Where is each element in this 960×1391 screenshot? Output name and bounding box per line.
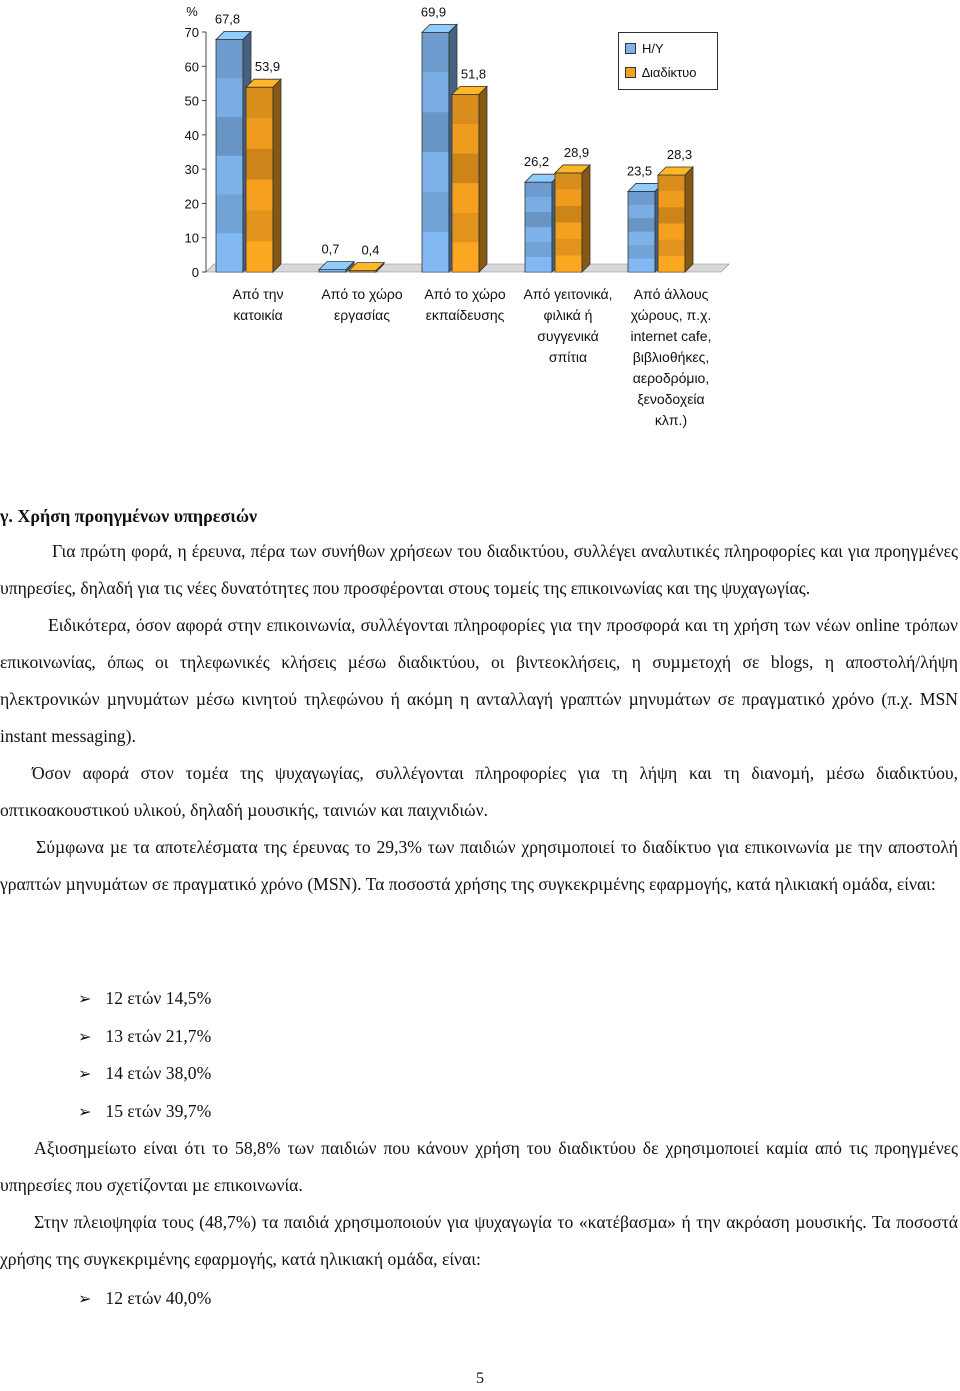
arrow-bullet-icon: ➢ (78, 1101, 92, 1121)
bar-stripe (423, 32, 449, 72)
arrow-bullet-icon: ➢ (78, 1064, 92, 1083)
arrow-bullet-icon: ➢ (78, 1289, 92, 1308)
paragraph: Στην πλειοψηφία τους (48,7%) τα παιδιά χρησιµοποιούν για ψυχαγωγία το «κατέβασµα» ή την ακρόαση µουσικής. Τα ποσοστά χρήσης της συγκεκριµένης εφαρµογής, κατά ηλικιακή οµάδα, είναι: (0, 1212, 958, 1269)
bar-stripe (423, 112, 449, 152)
y-tick-label: 70 (184, 25, 199, 40)
y-tick-label: 50 (184, 93, 199, 109)
bar-stripe (629, 205, 655, 218)
bar-stripe (217, 195, 243, 234)
bar-stripe (629, 218, 655, 231)
category-label: Από το χώρο εργασίας (321, 286, 403, 323)
bar-side (685, 167, 693, 272)
bar-stripe (217, 78, 243, 117)
bullet-item (78, 980, 211, 1018)
bar-stripe (556, 206, 582, 223)
bar-value-label: 67,8 (214, 11, 241, 27)
bar-side (479, 86, 487, 272)
y-tick-label: 20 (184, 196, 199, 212)
bar-stripe (217, 40, 243, 79)
bar-stripe (556, 239, 582, 256)
bar-stripe (659, 175, 685, 191)
category-label: Από την κατοικία (232, 286, 284, 323)
category-label: Από γειτονικά, φιλικά ή συγγενικά σπίτια (523, 286, 613, 365)
bar-stripe (453, 124, 479, 154)
bar (658, 167, 693, 272)
bar (452, 86, 487, 272)
legend-label-internet: ∆ιαδίκτυο (642, 65, 697, 80)
legend-item-internet (625, 65, 696, 80)
arrow-bullet-icon: ➢ (78, 1026, 92, 1046)
paragraph: Αξιοσηµείωτο είναι ότι το 58,8% των παιδιών που κάνουν χρήση του διαδικτύου δε χρησιµοποιεί καµία από τις προηγµένες υπηρεσίες που σχετίζονται µε επικοινωνία. (0, 1138, 958, 1195)
paragraph: Ειδικότερα, όσον αφορά στην επικοινωνία, συλλέγονται πληροφορίες για την προσφορά και τη χρήση των νέων online τρόπων επικοινωνίας, όπως οι τηλεφωνικές κλήσεις µέσω διαδικτύου, οι βιντεοκλήσεις, η συµµετοχή σε blogs, η αποστολή/λήψη ηλεκτρονικών µηνυµάτων µέσω κινητού τηλεφώνου ή ακόµη η ανταλλαγή γραπτών µηνυµάτων σε πραγµατικό χρόνο (π.χ. MSN instant messaging). (0, 615, 958, 746)
bar-value-label: 53,9 (254, 59, 281, 75)
bar-value-label: 28,9 (563, 144, 590, 160)
body-text-1 (0, 533, 958, 903)
page-number: 5 (476, 1370, 484, 1387)
bar-stripe (217, 156, 243, 195)
chart-legend (618, 32, 718, 90)
legend-swatch-internet (625, 67, 636, 78)
arrow-bullet-icon: ➢ (78, 989, 92, 1008)
body-text-2 (0, 1130, 958, 1278)
bar-stripe (247, 149, 273, 180)
bar-stripe (556, 189, 582, 206)
bullet-text: 15 ετών 39,7% (105, 1100, 212, 1121)
y-tick-label: 0 (191, 265, 199, 280)
bar-stripe (423, 72, 449, 112)
bar (555, 165, 590, 272)
bar-stripe (556, 173, 582, 190)
y-tick-label: 30 (184, 162, 199, 178)
bar-stripe (453, 242, 479, 272)
bar-side (273, 79, 281, 272)
bar-stripe (526, 212, 552, 227)
category-label: Από το χώρο εκπαίδευσης (424, 286, 506, 323)
bar-stripe (453, 94, 479, 124)
bar-stripe (629, 245, 655, 258)
legend-swatch-pc (625, 43, 636, 54)
bar-chart (180, 0, 740, 440)
bar-side (582, 165, 590, 272)
bar-stripe (556, 222, 582, 239)
bar-stripe (247, 241, 273, 272)
bar-stripe (423, 152, 449, 192)
bullet-text: 13 ετών 21,7% (105, 1025, 212, 1046)
bar-value-label: 23,5 (626, 163, 653, 179)
bar-stripe (453, 183, 479, 213)
paragraph: Όσον αφορά στον τοµέα της ψυχαγωγίας, συλλέγονται πληροφορίες για τη λήψη και τη διανοµή, µέσω διαδικτύου, οπτικοακουστικού υλικού, δηλαδή µουσικής, ταινιών και παιχνιδιών. (0, 763, 958, 820)
bar (246, 79, 281, 272)
bar-value-label: 69,9 (420, 4, 447, 20)
bullet-item (78, 1055, 211, 1093)
paragraph: Για πρώτη φορά, η έρευνα, πέρα των συνήθων χρήσεων του διαδικτύου, συλλέγει αναλυτικές πληροφορίες και για προηγµένες υπηρεσίες, δηλαδή για τις νέες δυνατότητες που προσφέρονται στους τοµείς της επικοινωνίας και της ψυχαγωγίας. (0, 541, 958, 598)
bar-stripe (526, 197, 552, 212)
y-unit-label: % (186, 4, 198, 19)
bar-stripe (247, 210, 273, 241)
bullet-item (78, 1018, 211, 1056)
bullet-list-2 (78, 1280, 211, 1318)
bullet-text: 14 ετών 38,0% (105, 1063, 212, 1083)
bar-value-label: 51,8 (460, 66, 487, 82)
bar-stripe (629, 259, 655, 272)
bar-value-label: 26,2 (523, 154, 550, 170)
y-tick-label: 10 (184, 230, 199, 246)
bullet-item (78, 1280, 211, 1318)
bar-stripe (526, 257, 552, 272)
bar-stripe (629, 232, 655, 245)
bar-stripe (659, 191, 685, 207)
bar-stripe (526, 227, 552, 242)
category-label: Από άλλους χώρους, π.χ. internet cafe, βιβλιοθήκες, αεροδρόμιο, ξενοδοχεία κλπ.) (630, 286, 712, 428)
legend-label-pc: Η/Υ (642, 41, 664, 56)
bar-stripe (659, 256, 685, 272)
bar-stripe (247, 180, 273, 211)
bar-value-label: 28,3 (666, 146, 693, 162)
bar-stripe (556, 255, 582, 272)
bar-stripe (659, 207, 685, 223)
bar-stripe (526, 182, 552, 197)
bullet-text: 12 ετών 14,5% (105, 988, 212, 1008)
bullet-item (78, 1093, 211, 1131)
section-heading: γ. Χρήση προηγµένων υπηρεσιών (0, 506, 258, 526)
bar-stripe (659, 223, 685, 239)
y-tick-label: 60 (184, 59, 199, 75)
paragraph: Σύµφωνα µε τα αποτελέσµατα της έρευνας το 29,3% των παιδιών χρησιµοποιεί το διαδίκτυο για επικοινωνία µε την αποστολή γραπτών µηνυµάτων σε πραγµατικό χρόνο (MSN). Τα ποσοστά χρήσης της συγκεκριµένης εφαρµογής, κατά ηλικιακή οµάδα, είναι: (0, 837, 958, 894)
bullet-list-1 (78, 980, 211, 1130)
bullet-text: 12 ετών 40,0% (105, 1288, 212, 1308)
bar-value-label: 0,7 (321, 241, 340, 257)
bar-stripe (453, 154, 479, 184)
bar-stripe (217, 233, 243, 272)
bar-stripe (247, 87, 273, 118)
y-tick-label: 40 (184, 127, 199, 143)
bar-stripe (629, 191, 655, 204)
bar-value-label: 0,4 (361, 242, 380, 258)
bar-stripe (659, 240, 685, 256)
bar-stripe (453, 213, 479, 243)
legend-item-pc (625, 41, 664, 56)
bar-stripe (247, 118, 273, 149)
bar-stripe (423, 192, 449, 232)
bar-stripe (217, 117, 243, 156)
bar-stripe (526, 242, 552, 257)
bar-stripe (423, 232, 449, 272)
